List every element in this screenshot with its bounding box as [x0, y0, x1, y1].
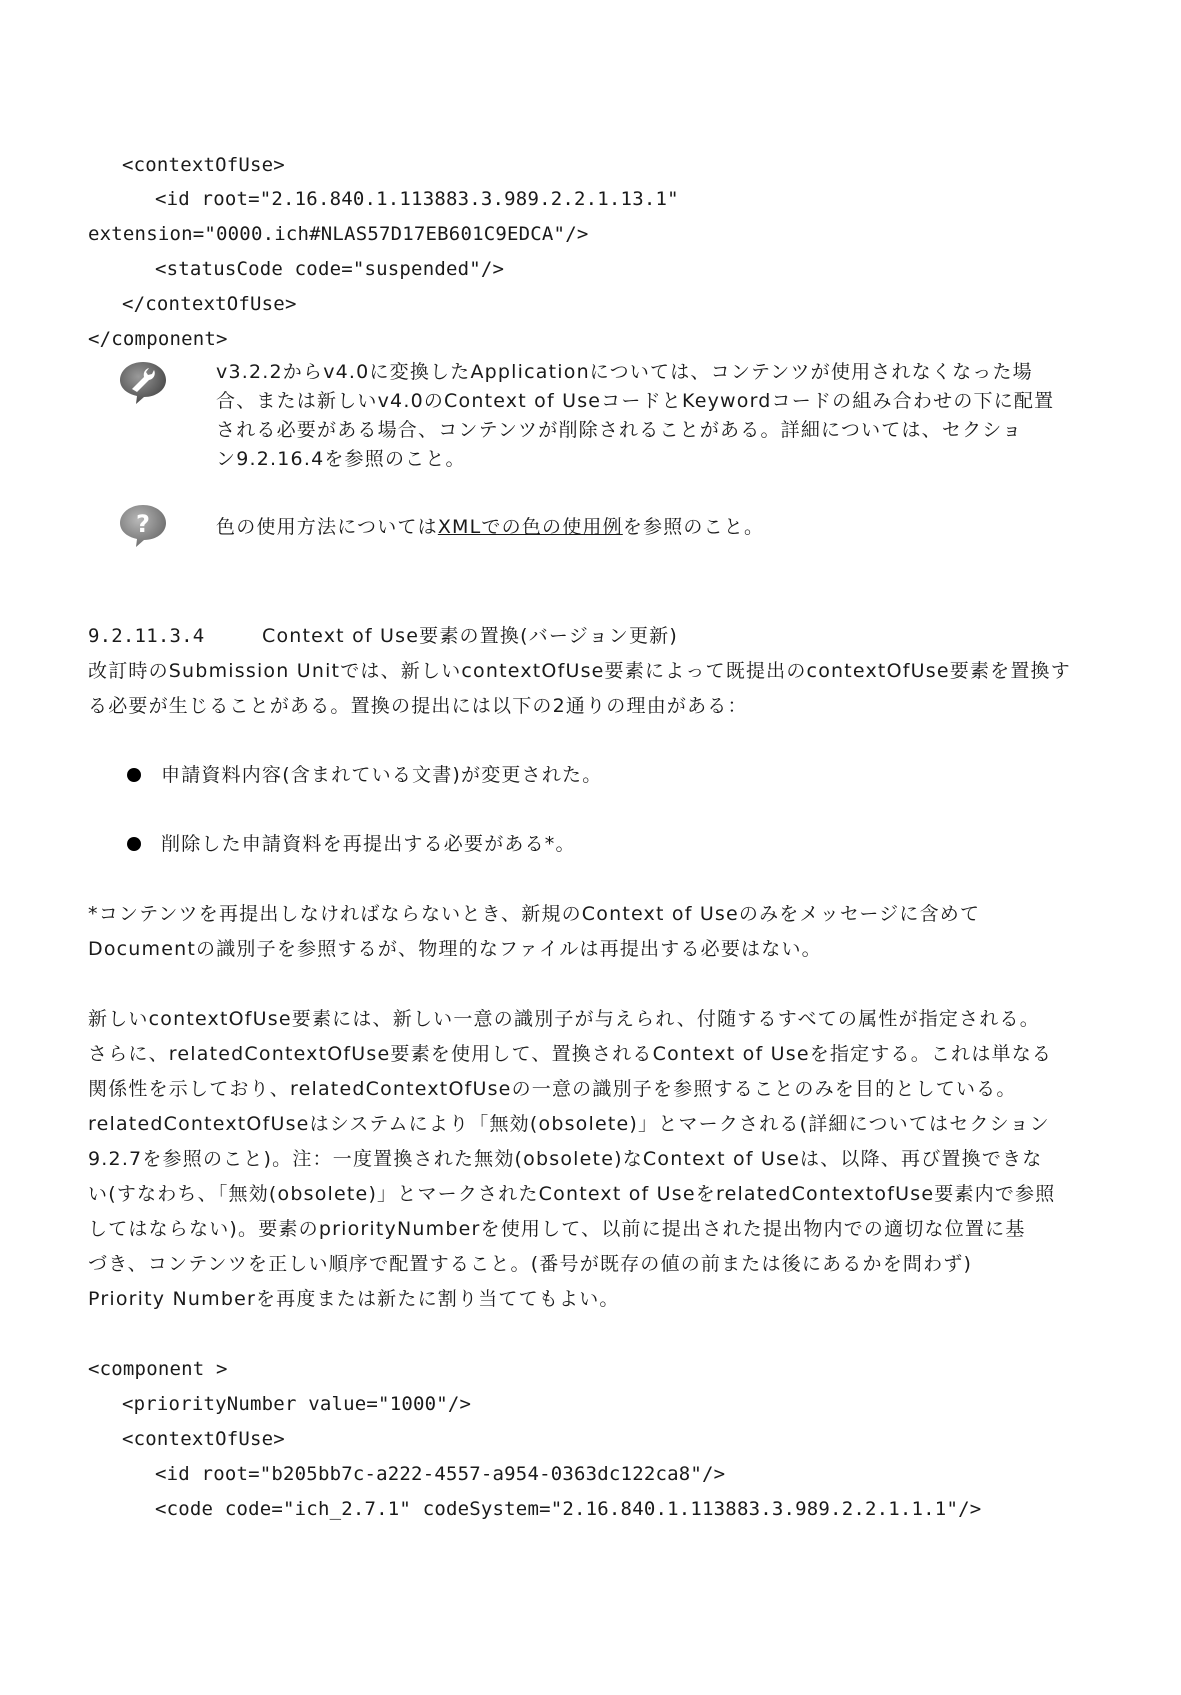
note-text: 合、または新しいv4.0のContext of UseコードとKeywordコードの組み合わせの下に配置 — [216, 390, 1055, 412]
paragraph-line: 9.2.7を参照のこと)。注：一度置換された無効(obsolete)なContext of Useは、以降、再び置換できな — [88, 1148, 1043, 1170]
paragraph-line: してはならない)。要素のpriorityNumberを使用して、以前に提出された提出物内での適切な位置に基 — [88, 1218, 1026, 1240]
code-line: <contextOfUse> — [122, 1428, 285, 1450]
code-line: <id root="b205bb7c-a222-4557-a954-0363dc122ca8"/> — [155, 1463, 726, 1485]
code-line: <id root="2.16.840.1.113883.3.989.2.2.1.13.1" — [155, 188, 679, 210]
code-line: </contextOfUse> — [122, 293, 297, 315]
paragraph-line: Priority Numberを再度または新たに割り当ててもよい。 — [88, 1288, 620, 1310]
bullet-marker — [127, 768, 141, 782]
code-line: <component > — [88, 1358, 228, 1380]
note-text: される必要がある場合、コンテンツが削除されることがある。詳細については、セクショ — [216, 419, 1023, 441]
wrench-icon — [118, 360, 168, 406]
footnote-line: Documentの識別子を参照するが、物理的なファイルは再提出する必要はない。 — [88, 938, 822, 960]
color-usage-link[interactable]: XMLでの色の使用例 — [437, 516, 623, 538]
question-icon — [118, 503, 168, 549]
paragraph-line: づき、コンテンツを正しい順序で配置すること。(番号が既存の値の前または後にあるかを問わず) — [88, 1253, 973, 1275]
code-line: </component> — [88, 328, 228, 350]
paragraph-line: relatedContextOfUseはシステムにより「無効(obsolete)」とマークされる(詳細についてはセクション — [88, 1113, 1050, 1135]
paragraph-line: る必要が生じることがある。置換の提出には以下の2通りの理由がある： — [88, 695, 748, 717]
paragraph-line: 改訂時のSubmission Unitでは、新しいcontextOfUse要素によって既提出のcontextOfUse要素を置換す — [88, 660, 1071, 682]
section-number: 9.2.11.3.4 — [88, 625, 205, 647]
code-line: <contextOfUse> — [122, 154, 285, 176]
svg-text:?: ? — [136, 510, 150, 538]
footnote-line: *コンテンツを再提出しなければならないとき、新規のContext of Useのみをメッセージに含めて — [88, 903, 981, 925]
note-text: v3.2.2からv4.0に変換したApplicationについては、コンテンツが使用されなくなった場 — [216, 361, 1033, 383]
code-line: <statusCode code="suspended"/> — [155, 258, 505, 280]
list-item: 申請資料内容(含まれている文書)が変更された。 — [161, 764, 603, 786]
paragraph-line: 新しいcontextOfUse要素には、新しい一意の識別子が与えられ、付随するすべての属性が指定される。 — [88, 1008, 1040, 1030]
paragraph-line: い(すなわち、「無効(obsolete)」とマークされたContext of UseをrelatedContextofUse要素内で参照 — [88, 1183, 1056, 1205]
list-item: 削除した申請資料を再提出する必要がある*。 — [161, 833, 576, 855]
section-title: Context of Use要素の置換(バージョン更新) — [262, 625, 678, 647]
note-text: ン9.2.16.4を参照のこと。 — [216, 448, 466, 470]
bullet-marker — [127, 837, 141, 851]
code-line: <priorityNumber value="1000"/> — [122, 1393, 472, 1415]
paragraph-line: さらに、relatedContextOfUse要素を使用して、置換されるContext of Useを指定する。これは単なる — [88, 1043, 1053, 1065]
note-text: 色の使用方法についてはXMLでの色の使用例を参照のこと。 — [216, 516, 765, 538]
code-line: <code code="ich_2.7.1" codeSystem="2.16.840.1.113883.3.989.2.2.1.1.1"/> — [155, 1498, 982, 1520]
paragraph-line: 関係性を示しており、relatedContextOfUseの一意の識別子を参照することのみを目的としている。 — [88, 1078, 1017, 1100]
code-line: extension="0000.ich#NLAS57D17EB601C9EDCA"/> — [88, 223, 589, 245]
